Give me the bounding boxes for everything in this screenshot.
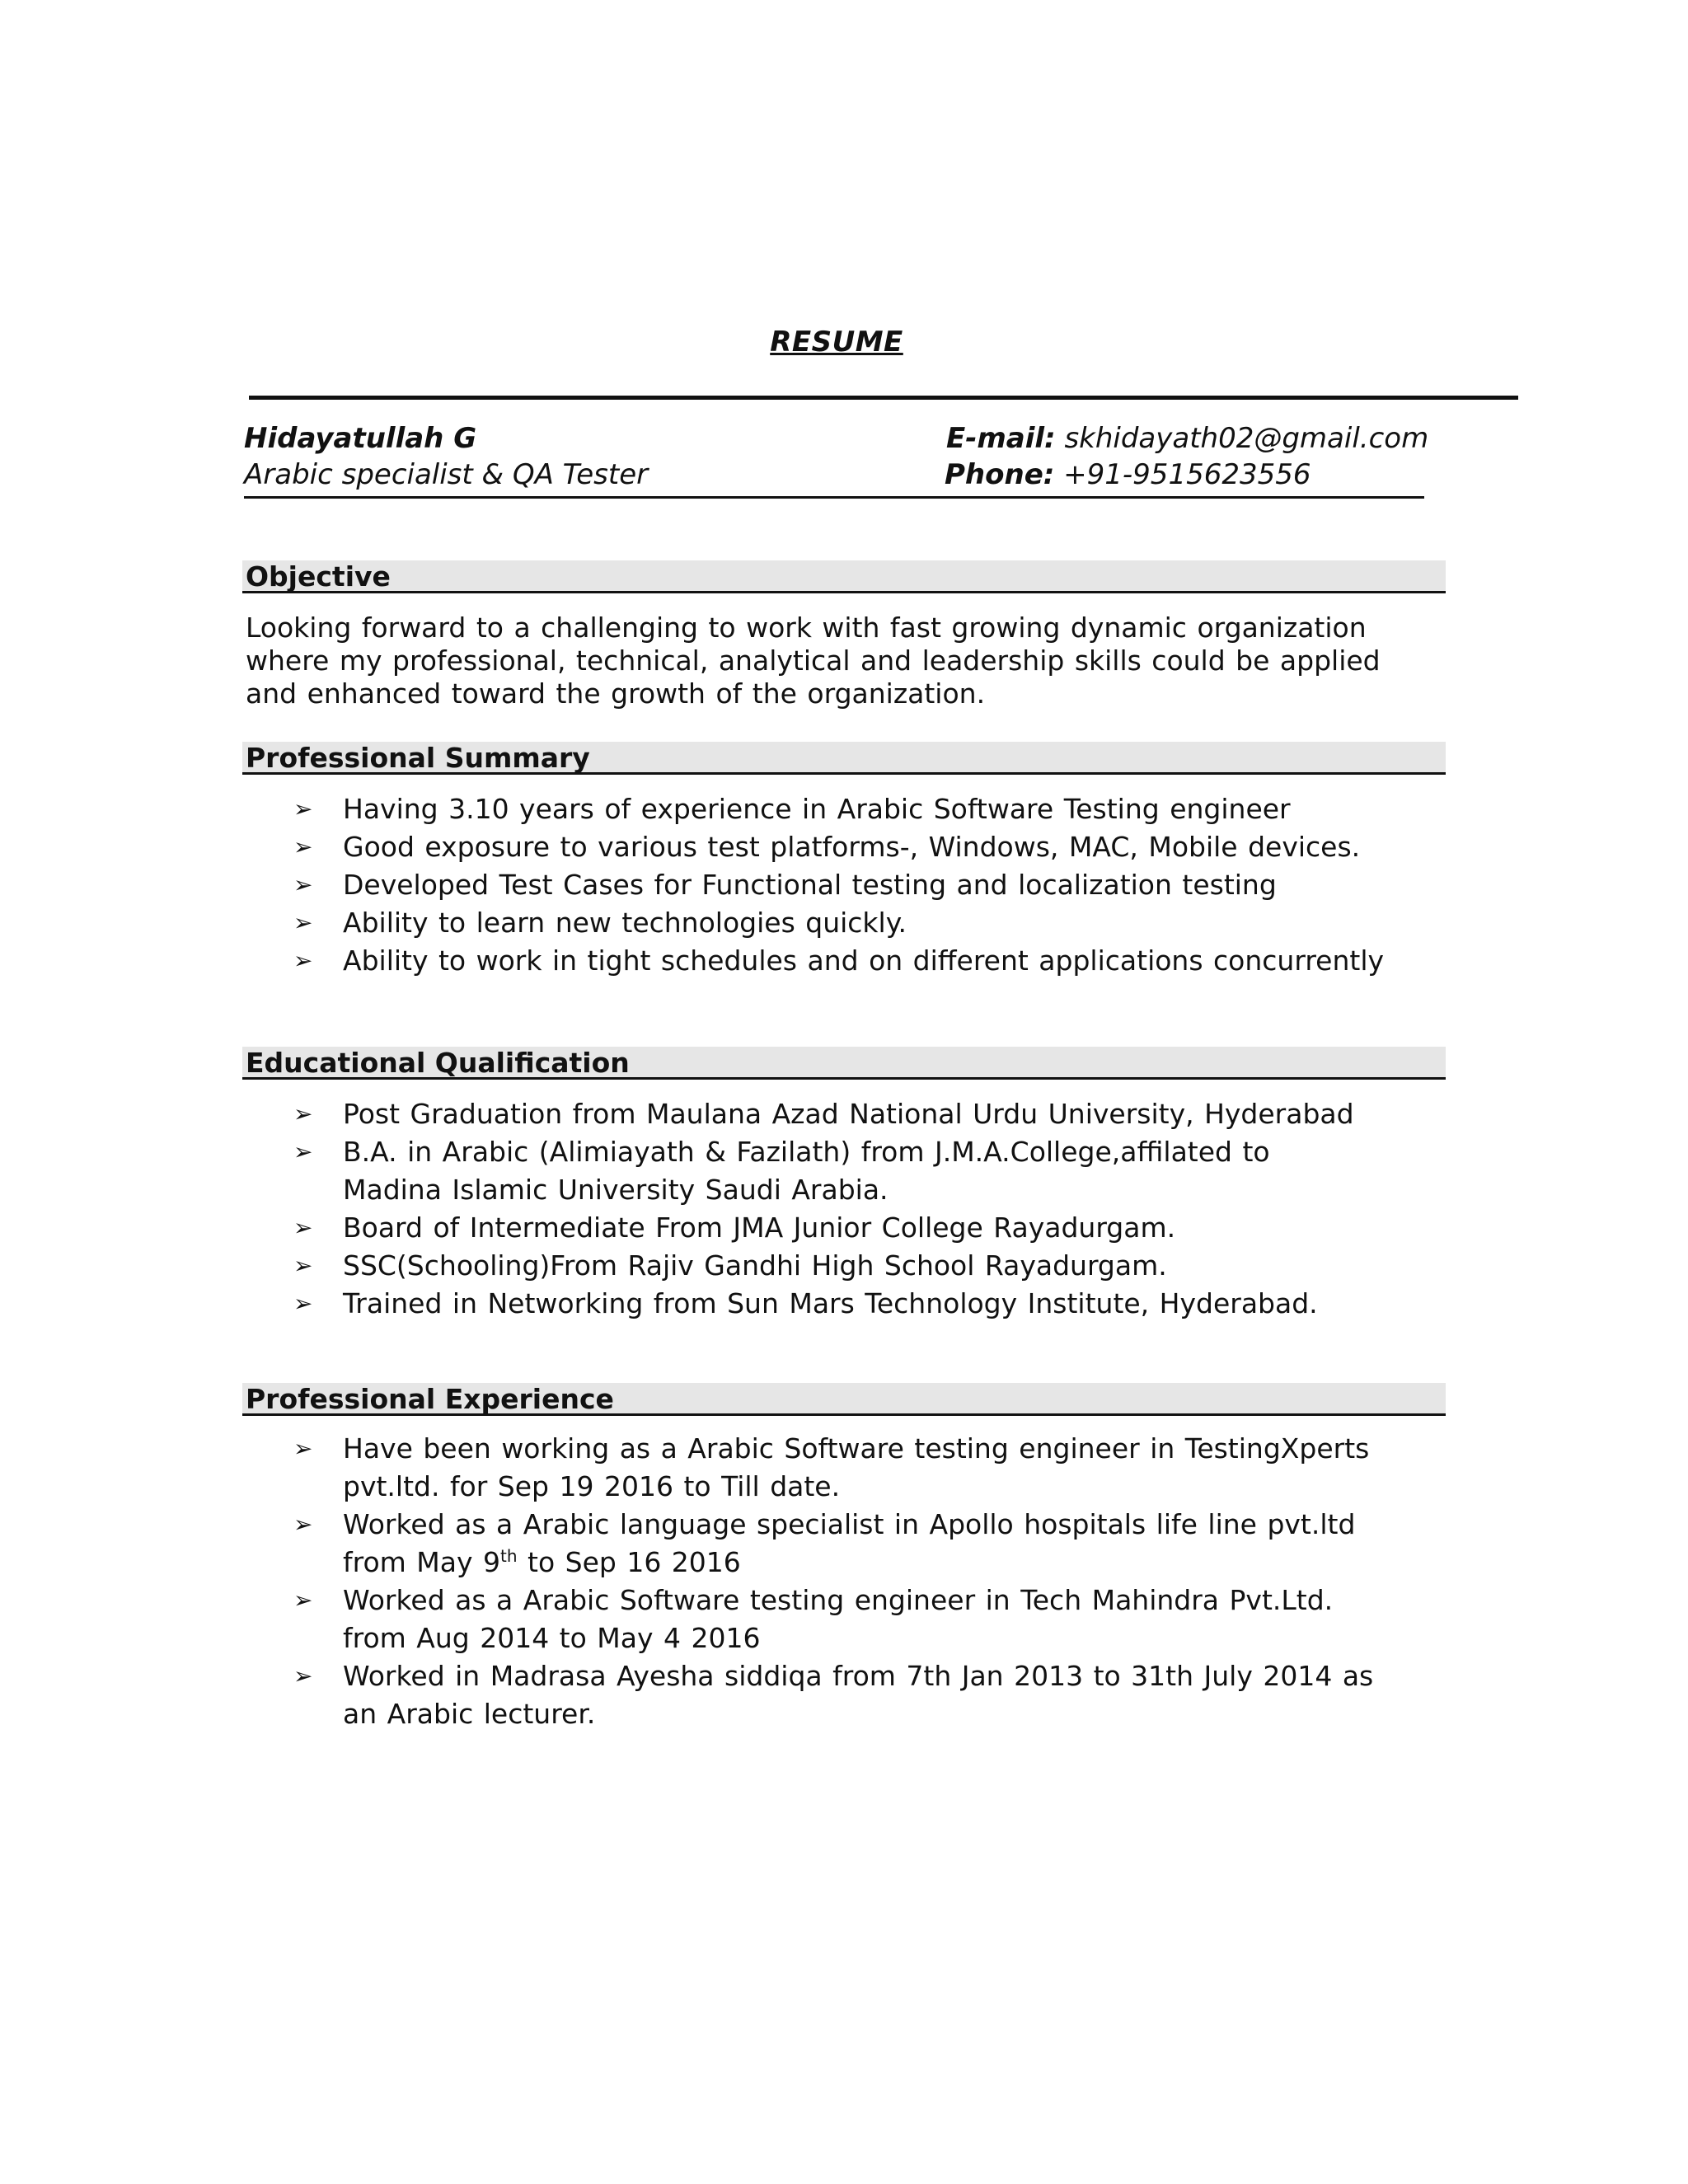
education-section-header [242, 1047, 1446, 1080]
phone-line [945, 458, 1311, 491]
education-item: Post Graduation from Maulana Azad National Urdu University, Hyderabad [343, 1098, 1354, 1130]
summary-item: Ability to learn new technologies quickly. [343, 907, 907, 939]
arrow-bullet-icon: ➢ [293, 947, 313, 974]
candidate-role: Arabic specialist & QA Tester [244, 458, 649, 491]
document-title: RESUME [770, 326, 903, 359]
email-line [946, 422, 1428, 455]
list-item [293, 1095, 1480, 1133]
objective-line: and enhanced toward the growth of the organization. [246, 677, 986, 710]
summary-heading: Professional Summary [246, 742, 590, 774]
list-item [293, 942, 1480, 980]
date-text: from May 9 [343, 1546, 500, 1578]
list-item [293, 828, 1480, 866]
arrow-bullet-icon: ➢ [293, 1214, 313, 1241]
education-item: Board of Intermediate From JMA Junior College Rayadurgam. [343, 1212, 1176, 1244]
phone-label: Phone: [945, 458, 1055, 491]
experience-section-header [242, 1383, 1446, 1416]
arrow-bullet-icon: ➢ [293, 1435, 313, 1462]
arrow-bullet-icon: ➢ [293, 1100, 313, 1127]
list-item [293, 1285, 1480, 1323]
date-text: to Sep 16 2016 [517, 1546, 741, 1578]
list-item [293, 1506, 1480, 1582]
summary-item: Good exposure to various test platforms-, Windows, MAC, Mobile devices. [343, 831, 1361, 863]
contact-header [244, 422, 1429, 499]
list-item [293, 1209, 1480, 1247]
experience-item: Worked in Madrasa Ayesha siddiqa from 7th Jan 2013 to 31th July 2014 as an Arabic lecturer. [343, 1660, 1374, 1730]
summary-item: Developed Test Cases for Functional testing and localization testing [343, 869, 1277, 901]
arrow-bullet-icon: ➢ [293, 1586, 313, 1614]
objective-section-header [242, 560, 1446, 593]
list-item [293, 1133, 1480, 1209]
experience-item-line: Worked as a Arabic language specialist in Apollo hospitals life line pvt.ltd [343, 1508, 1356, 1540]
list-item [293, 1657, 1480, 1733]
objective-line: Looking forward to a challenging to work with fast growing dynamic organization [246, 612, 1367, 644]
summary-list [293, 790, 1480, 980]
arrow-bullet-icon: ➢ [293, 833, 313, 860]
arrow-bullet-icon: ➢ [293, 1138, 313, 1165]
candidate-name: Hidayatullah G [244, 422, 477, 455]
experience-item: Have been working as a Arabic Software testing engineer in TestingXperts pvt.ltd. for Sep 19 2016 to Till date. [343, 1432, 1370, 1502]
arrow-bullet-icon: ➢ [293, 1290, 313, 1317]
arrow-bullet-icon: ➢ [293, 1662, 313, 1690]
objective-line: where my professional, technical, analytical and leadership skills could be applied [246, 644, 1381, 677]
education-item: Trained in Networking from Sun Mars Technology Institute, Hyderabad. [343, 1287, 1318, 1319]
list-item [293, 790, 1480, 828]
experience-item: Worked as a Arabic Software testing engineer in Tech Mahindra Pvt.Ltd. from Aug 2014 to May 4 2016 [343, 1584, 1334, 1654]
experience-heading: Professional Experience [246, 1383, 614, 1415]
list-item [293, 1430, 1480, 1506]
experience-item-line [343, 1544, 1480, 1582]
education-heading: Educational Qualification [246, 1047, 630, 1079]
list-item [293, 1247, 1480, 1285]
arrow-bullet-icon: ➢ [293, 871, 313, 898]
ordinal-suffix: th [500, 1546, 518, 1566]
education-list [293, 1095, 1480, 1323]
arrow-bullet-icon: ➢ [293, 795, 313, 823]
arrow-bullet-icon: ➢ [293, 1252, 313, 1279]
experience-item [343, 1506, 1480, 1582]
list-item [293, 1582, 1480, 1657]
email-value: skhidayath02@gmail.com [1064, 422, 1429, 455]
list-item [293, 866, 1480, 904]
arrow-bullet-icon: ➢ [293, 1511, 313, 1538]
education-item: SSC(Schooling)From Rajiv Gandhi High School Rayadurgam. [343, 1249, 1167, 1282]
summary-section-header [242, 742, 1446, 775]
objective-heading: Objective [246, 560, 391, 593]
arrow-bullet-icon: ➢ [293, 909, 313, 936]
objective-text [246, 612, 1432, 710]
title-divider [249, 396, 1518, 400]
education-item: B.A. in Arabic (Alimiayath & Fazilath) from J.M.A.College,affilated to Madina Islamic University Saudi Arabia. [343, 1136, 1270, 1206]
summary-item: Ability to work in tight schedules and on different applications concurrently [343, 944, 1385, 977]
experience-list [293, 1430, 1480, 1733]
list-item [293, 904, 1480, 942]
summary-item: Having 3.10 years of experience in Arabic Software Testing engineer [343, 793, 1291, 825]
phone-value: +91-9515623556 [1063, 458, 1311, 491]
email-label: E-mail: [946, 422, 1056, 455]
